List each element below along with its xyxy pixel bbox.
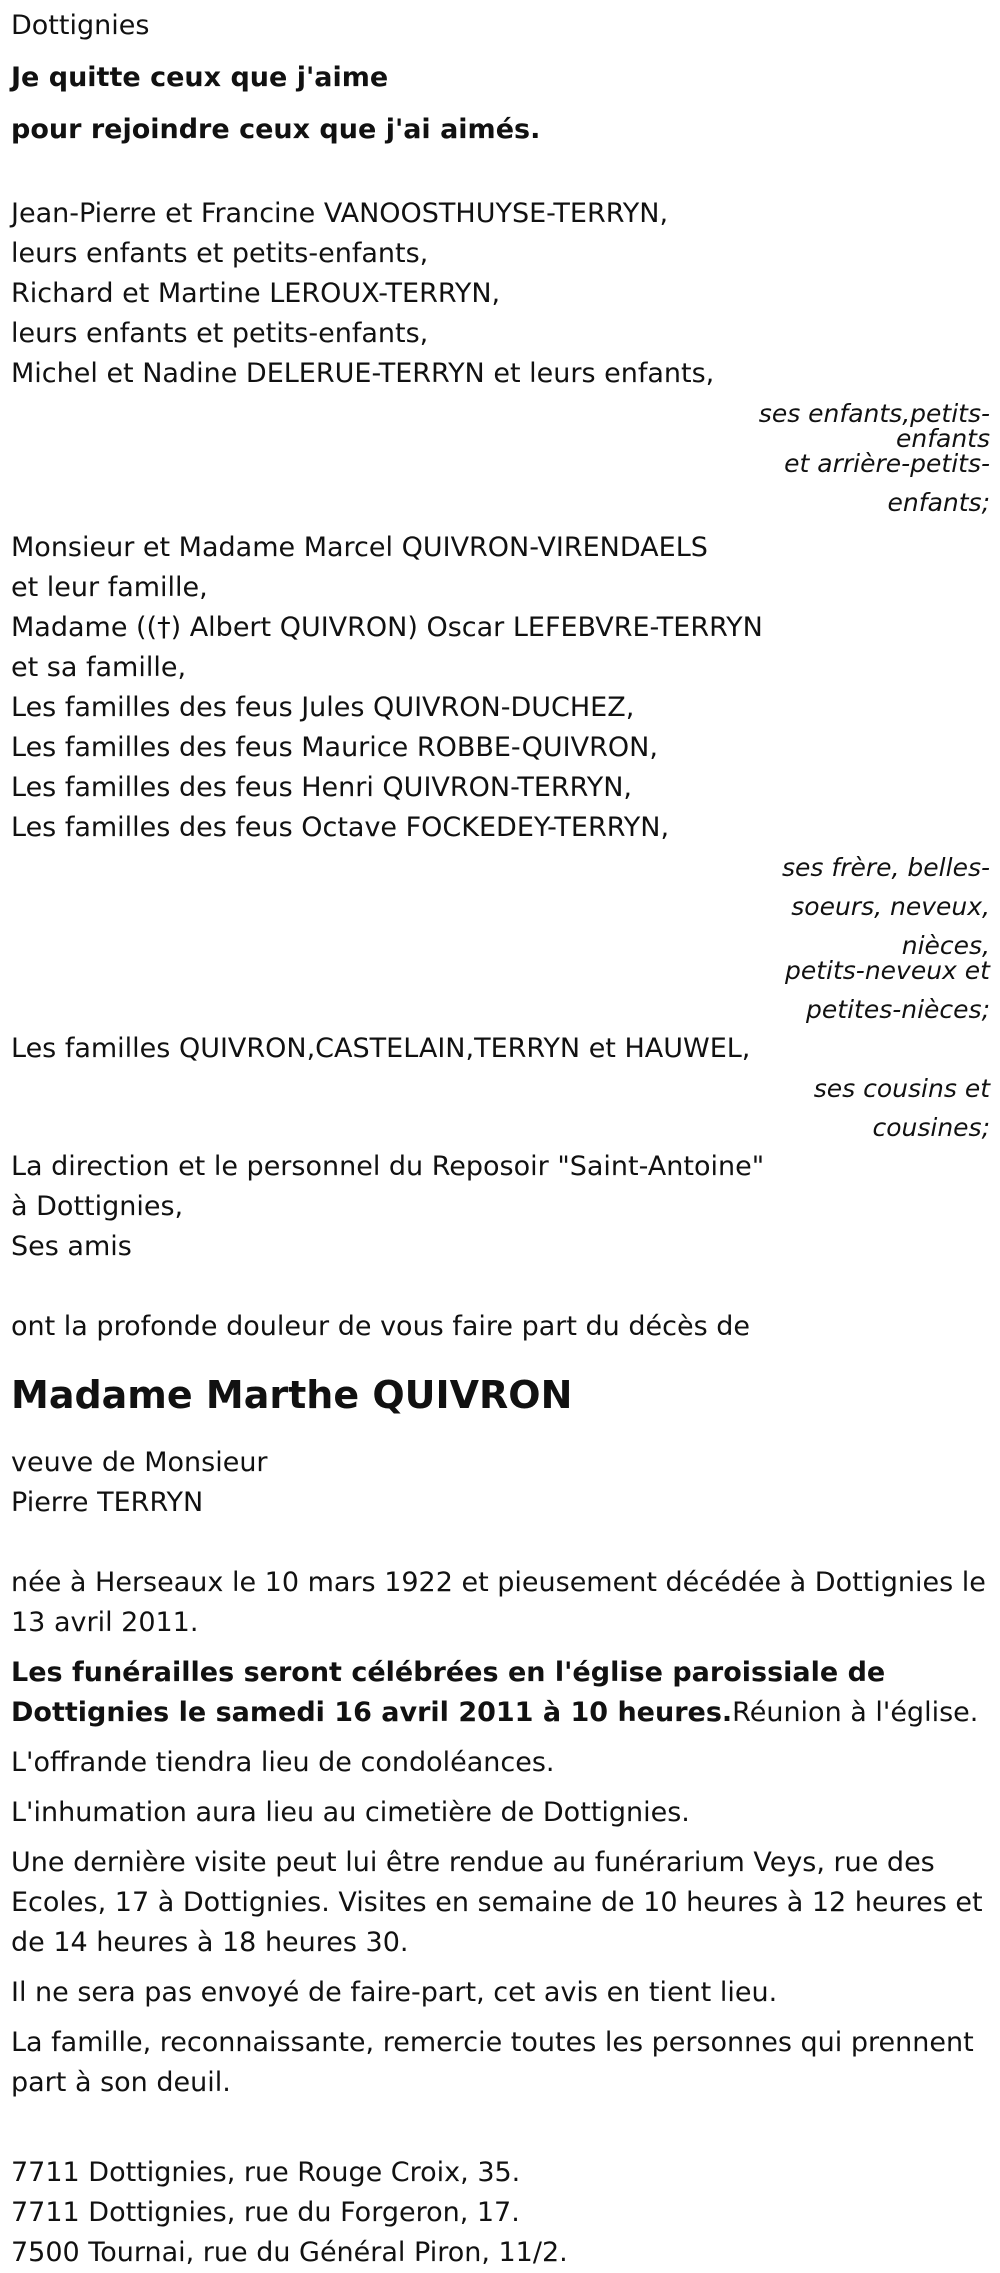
role-line: cousines; xyxy=(872,1113,990,1142)
obituary-notice xyxy=(11,6,991,2273)
other-line: à Dottignies, xyxy=(11,1191,184,1222)
other-line: La direction et le personnel du Reposoir "Saint-Antoine" xyxy=(11,1151,765,1182)
role-line: ses frère, belles- xyxy=(782,853,990,882)
role-line: nièces, xyxy=(901,931,990,960)
family-line: et sa famille, xyxy=(11,652,187,683)
role-line: enfants; xyxy=(887,488,990,517)
role-line: petits-neveux et xyxy=(784,956,990,985)
funeral-bold-text: Les funérailles seront célébrées en l'église paroissiale de Dottignies le samedi 16 avril 2011 à 10 heures. xyxy=(11,1657,886,1728)
family-line: Monsieur et Madame Marcel QUIVRON-VIRENDAELS xyxy=(11,532,708,563)
family-line: Les familles des feus Maurice ROBBE-QUIVRON, xyxy=(11,732,658,763)
addresses xyxy=(11,2153,991,2273)
quote-line-2: pour rejoindre ceux que j'ai aimés. xyxy=(11,114,541,145)
offering: L'offrande tiendra lieu de condoléances. xyxy=(11,1747,555,1778)
address-line: 7711 Dottignies, rue Rouge Croix, 35. xyxy=(11,2157,521,2188)
role-group-3 xyxy=(11,1069,991,1147)
role-group-2 xyxy=(11,848,991,1029)
other-mourners xyxy=(11,1147,991,1267)
birth-death: née à Herseaux le 10 mars 1922 et pieusement décédée à Dottignies le 13 avril 2011. xyxy=(11,1567,986,1638)
family-group-3: Les familles QUIVRON,CASTELAIN,TERRYN et HAUWEL, xyxy=(11,1033,751,1064)
family-line: Les familles des feus Jules QUIVRON-DUCHEZ, xyxy=(11,692,635,723)
family-line: Les familles des feus Henri QUIVRON-TERRYN, xyxy=(11,772,632,803)
role-group-1 xyxy=(11,394,991,522)
family-line: et leur famille, xyxy=(11,572,208,603)
visit-info: Une dernière visite peut lui être rendue au funérarium Veys, rue des Ecoles, 17 à Dottignies. Visites en semaine de 10 heures à 12 heures et de 14 heures à 18 heures 30. xyxy=(11,1847,983,1958)
role-line: soeurs, neveux, xyxy=(791,892,990,921)
role-line: ses cousins et xyxy=(813,1074,990,1103)
family-line: Richard et Martine LEROUX-TERRYN, xyxy=(11,278,501,309)
address-line: 7711 Dottignies, rue du Forgeron, 17. xyxy=(11,2197,520,2228)
family-line: Les familles des feus Octave FOCKEDEY-TERRYN, xyxy=(11,812,670,843)
role-line: ses enfants,petits- xyxy=(758,399,990,428)
family-line: leurs enfants et petits-enfants, xyxy=(11,318,429,349)
funeral-info xyxy=(11,1653,991,1733)
burial: L'inhumation aura lieu au cimetière de Dottignies. xyxy=(11,1797,690,1828)
family-line: Madame ((†) Albert QUIVRON) Oscar LEFEBVRE-TERRYN xyxy=(11,612,763,643)
role-line: et arrière-petits- xyxy=(784,449,990,478)
announcement: ont la profonde douleur de vous faire part du décès de xyxy=(11,1311,750,1342)
family-line: Jean-Pierre et Francine VANOOSTHUYSE-TERRYN, xyxy=(11,198,669,229)
family-line: leurs enfants et petits-enfants, xyxy=(11,238,429,269)
role-line: petites-nièces; xyxy=(806,995,990,1024)
other-line: Ses amis xyxy=(11,1231,132,1262)
family-group-1 xyxy=(11,194,991,394)
quote-line-1: Je quitte ceux que j'aime xyxy=(11,62,389,93)
widow-of-line: Pierre TERRYN xyxy=(11,1487,204,1518)
location-header: Dottignies xyxy=(11,10,150,41)
widow-of-line: veuve de Monsieur xyxy=(11,1447,268,1478)
no-faire-part: Il ne sera pas envoyé de faire-part, cet avis en tient lieu. xyxy=(11,1977,778,2008)
family-group-2 xyxy=(11,528,991,848)
role-line: enfants xyxy=(895,424,990,453)
family-line: Michel et Nadine DELERUE-TERRYN et leurs enfants, xyxy=(11,358,715,389)
address-line: 7500 Tournai, rue du Général Piron, 11/2. xyxy=(11,2237,568,2268)
funeral-normal-text: Réunion à l'église. xyxy=(732,1697,979,1728)
deceased-name: Madame Marthe QUIVRON xyxy=(11,1373,573,1417)
thanks: La famille, reconnaissante, remercie toutes les personnes qui prennent part à son deuil. xyxy=(11,2027,974,2098)
